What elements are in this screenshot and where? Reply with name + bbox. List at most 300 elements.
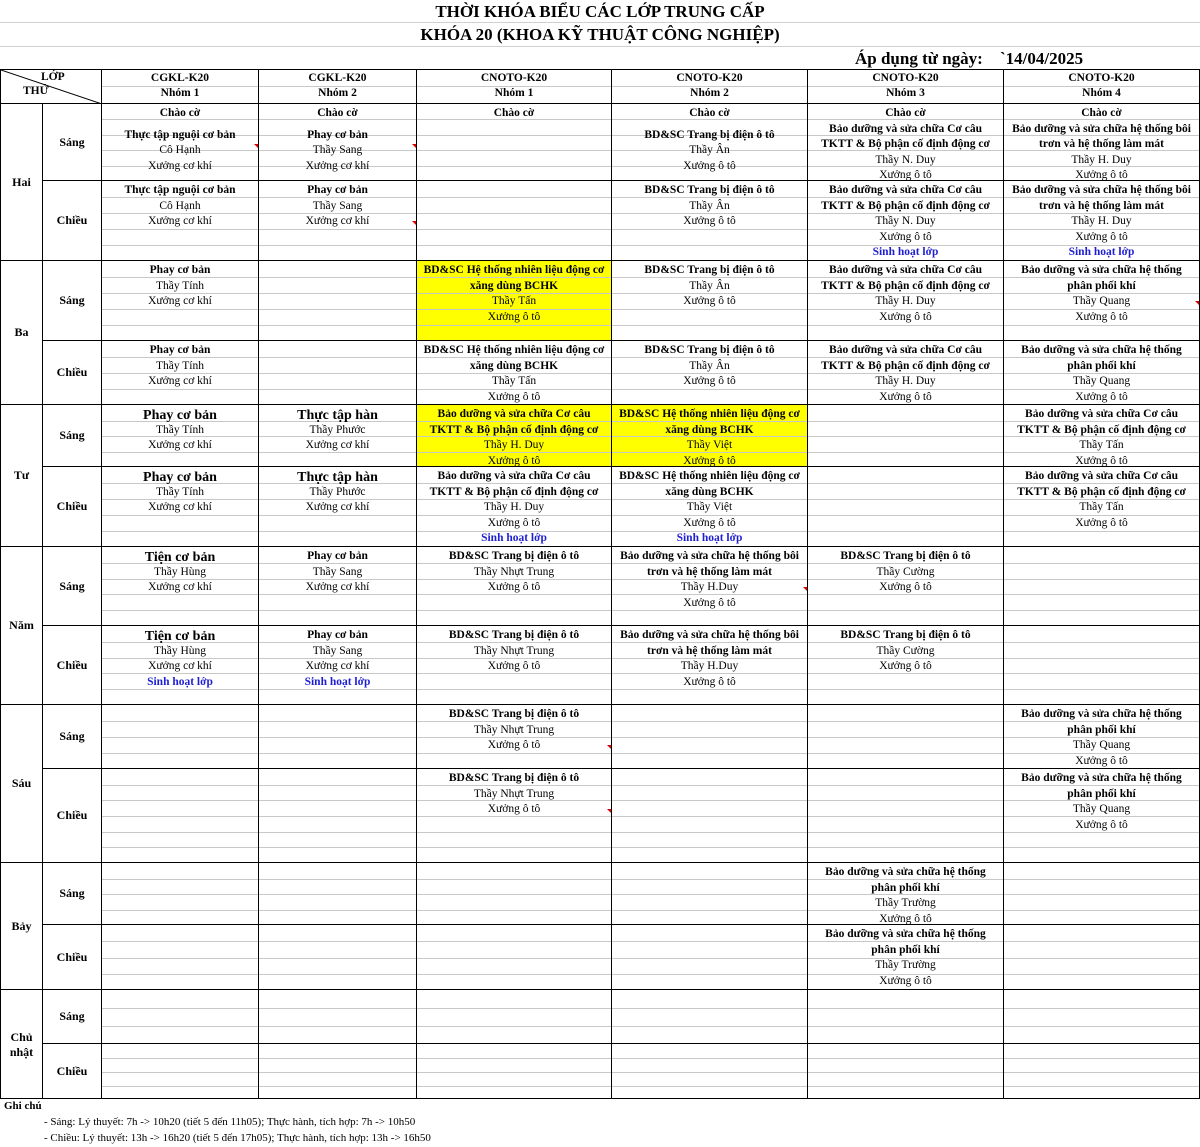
teacher-name: Thầy Ân — [689, 144, 730, 156]
subject-title: phân phối khí — [1067, 280, 1136, 292]
teacher-name: Thầy Nhựt Trung — [473, 645, 555, 657]
class-name: CNOTO-K20 — [1068, 72, 1135, 84]
notes-section — [0, 1099, 1200, 1147]
schedule-cell — [1003, 260, 1199, 340]
schedule-cell — [807, 1043, 1003, 1099]
page-subtitle: KHÓA 20 (KHOA KỸ THUẬT CÔNG NGHIỆP) — [420, 25, 780, 44]
subject-title: xăng dùng BCHK — [469, 280, 559, 292]
location-name: Xưởng ô tô — [487, 455, 541, 466]
schedule-cell — [611, 625, 807, 704]
teacher-name: Thầy Sang — [312, 645, 363, 657]
note-afternoon: - Chiều: Lý thuyết: 13h -> 16h20 (tiết 5 đến 17h05); Thực hành, tích hợp: 13h -> 16h50 — [44, 1132, 431, 1144]
subject-title: BD&SC Trang bị điện ô tô — [448, 708, 580, 720]
subject-title: Bảo dưỡng và sửa chữa hệ thống — [825, 866, 986, 878]
teacher-name: Thầy Nhựt Trung — [473, 724, 555, 736]
session-text: Chiều — [56, 808, 88, 822]
subject-title: phân phối khí — [871, 944, 940, 956]
session-text: Chiều — [56, 499, 88, 513]
location-name: Xưởng ô tô — [1075, 455, 1128, 466]
flag-ceremony: Chào cờ — [317, 107, 358, 119]
subject-title: Thực tập nguội cơ bản — [124, 129, 236, 141]
session-text: Sáng — [59, 578, 85, 593]
session-label — [42, 466, 101, 546]
session-text: Chiều — [56, 657, 88, 672]
day-text: Hai — [12, 174, 31, 189]
session-label — [42, 862, 101, 924]
teacher-name: Thầy H. Duy — [1071, 154, 1132, 166]
session-text: Sáng — [59, 134, 85, 149]
schedule-cell — [611, 180, 807, 260]
location-name: Xưởng cơ khí — [305, 160, 370, 172]
location-name: Xưởng cơ khí — [148, 581, 212, 593]
class-name: CNOTO-K20 — [676, 72, 743, 84]
teacher-name: Thầy Quang — [1072, 375, 1131, 387]
location-name: Xưởng ô tô — [879, 231, 932, 243]
schedule-cell — [416, 704, 611, 768]
session-label — [42, 546, 101, 625]
page-title: THỜI KHÓA BIỂU CÁC LỚP TRUNG CẤP — [435, 2, 765, 21]
schedule-cell — [807, 768, 1003, 862]
teacher-name: Thầy Tấn — [1079, 501, 1124, 513]
teacher-name: Thầy H. Duy — [1071, 215, 1132, 227]
schedule-cell — [258, 862, 416, 924]
schedule-cell — [416, 768, 611, 862]
session-label — [42, 260, 101, 340]
schedule-cell — [258, 924, 416, 989]
subject-title: trơn và hệ thống làm mát — [647, 645, 772, 657]
corner-diagonal — [1, 70, 101, 103]
teacher-name: Cô Hạnh — [159, 200, 201, 212]
subject-title: trơn và hệ thống làm mát — [1039, 138, 1164, 150]
subject-title: BD&SC Hệ thống nhiên liệu động cơ — [423, 344, 605, 356]
schedule-cell — [807, 862, 1003, 924]
day-text: Sáu — [11, 776, 32, 790]
schedule-cell — [258, 404, 416, 466]
teacher-name: Thầy H. Duy — [875, 375, 936, 387]
schedule-cell — [416, 924, 611, 989]
subject-title: Bảo dưỡng và sửa chữa hệ thống — [825, 928, 986, 940]
schedule-cell — [416, 625, 611, 704]
schedule-cell — [258, 180, 416, 260]
teacher-name: Thầy Ân — [689, 200, 730, 212]
subject-title: Bảo dưỡng và sửa chữa hệ thống — [1021, 708, 1182, 720]
schedule-cell — [258, 1043, 416, 1099]
subject-title: Bảo dưỡng và sửa chữa Cơ câu — [437, 470, 591, 482]
group-name: Nhóm 4 — [1082, 87, 1121, 99]
subject-title: TKTT & Bộ phận cố định động cơ — [821, 280, 990, 292]
location-name: Xưởng ô tô — [879, 581, 932, 593]
note-morning: - Sáng: Lý thuyết: 7h -> 10h20 (tiết 5 đến 11h05); Thực hành, tích hợp: 7h -> 10h50 — [44, 1116, 416, 1128]
subject-title: Bảo dưỡng và sửa chữa Cơ câu — [829, 123, 982, 135]
location-name: Xưởng ô tô — [683, 160, 736, 172]
subject-title: BD&SC Trang bị điện ô tô — [448, 629, 580, 641]
subject-title: BD&SC Hệ thống nhiên liệu động cơ — [619, 408, 800, 420]
subject-title: TKTT & Bộ phận cố định động cơ — [429, 486, 599, 498]
day-label — [0, 103, 42, 260]
teacher-name: Thầy Quang — [1072, 739, 1131, 751]
column-header — [416, 69, 611, 103]
teacher-name: Thầy H. Duy — [875, 295, 936, 307]
schedule-cell — [611, 862, 807, 924]
subject-title: Phay cơ bản — [143, 470, 217, 485]
schedule-cell — [101, 546, 258, 625]
schedule-cell — [807, 260, 1003, 340]
day-label — [0, 704, 42, 862]
group-name: Nhóm 1 — [494, 87, 534, 99]
subject-title: BD&SC Trang bị điện ô tô — [840, 550, 971, 562]
session-label — [42, 768, 101, 862]
location-name: Xưởng ô tô — [487, 660, 541, 672]
schedule-cell — [416, 103, 611, 180]
comment-marker-icon — [1195, 301, 1199, 305]
flag-ceremony: Chào cờ — [1081, 107, 1122, 119]
day-label — [0, 404, 42, 546]
session-text: Chiều — [56, 213, 88, 227]
schedule-cell — [611, 704, 807, 768]
subject-title: BD&SC Trang bị điện ô tô — [644, 344, 775, 356]
location-name: Xưởng cơ khí — [305, 215, 370, 227]
class-name: CGKL-K20 — [150, 72, 210, 84]
schedule-cell — [101, 180, 258, 260]
schedule-cell — [807, 989, 1003, 1043]
subject-title: BD&SC Trang bị điện ô tô — [644, 264, 775, 276]
day-label — [0, 989, 42, 1099]
subject-title: phân phối khí — [1067, 724, 1136, 736]
session-label — [42, 1043, 101, 1099]
location-name: Xưởng ô tô — [1075, 517, 1128, 529]
location-name: Xưởng ô tô — [879, 311, 932, 323]
teacher-name: Thầy Quang — [1072, 295, 1131, 307]
schedule-cell — [611, 466, 807, 546]
schedule-cell — [807, 625, 1003, 704]
location-name: Xưởng cơ khí — [148, 660, 212, 672]
column-header — [258, 69, 416, 103]
schedule-cell — [807, 180, 1003, 260]
teacher-name: Thầy Ân — [689, 360, 730, 372]
flag-ceremony: Chào cờ — [159, 107, 201, 119]
session-label — [42, 625, 101, 704]
location-name: Xưởng cơ khí — [148, 160, 212, 172]
location-name: Xưởng cơ khí — [148, 501, 212, 513]
teacher-name: Thầy H. Duy — [483, 501, 545, 513]
teacher-name: Thầy Trường — [875, 897, 936, 909]
lop-label: LỚP — [41, 71, 65, 83]
subject-title: Phay cơ bản — [149, 264, 211, 276]
schedule-cell — [416, 546, 611, 625]
class-meeting-note: Sinh hoạt lớp — [1068, 246, 1135, 258]
location-name: Xưởng ô tô — [487, 517, 541, 529]
subject-title: Phay cơ bản — [307, 129, 368, 141]
subject-title: TKTT & Bộ phận cố định động cơ — [821, 138, 990, 150]
subject-title: Thực tập hàn — [297, 470, 378, 485]
class-meeting-note: Sinh hoạt lớp — [304, 676, 371, 688]
schedule-cell — [101, 924, 258, 989]
subject-title: Bảo dưỡng và sửa chữa hệ thống bôi — [620, 550, 799, 562]
schedule-cell — [611, 546, 807, 625]
location-name: Xưởng ô tô — [683, 597, 736, 609]
day-text: Chủ nhật — [9, 1029, 34, 1059]
teacher-name: Thầy Nhựt Trung — [473, 566, 555, 578]
subject-title: trơn và hệ thống làm mát — [647, 566, 772, 578]
location-name: Xưởng ô tô — [1075, 231, 1128, 243]
session-label — [42, 180, 101, 260]
schedule-cell — [1003, 924, 1199, 989]
schedule-cell — [101, 340, 258, 404]
subject-title: Bảo dưỡng và sửa chữa Cơ câu — [1025, 408, 1178, 420]
location-name: Xưởng cơ khí — [148, 295, 212, 307]
class-meeting-note: Sinh hoạt lớp — [872, 246, 939, 258]
schedule-cell — [807, 466, 1003, 546]
session-label — [42, 340, 101, 404]
thu-label: THỨ — [23, 85, 49, 97]
location-name: Xưởng ô tô — [1075, 819, 1128, 831]
class-name: CGKL-K20 — [308, 72, 367, 84]
location-name: Xưởng ô tô — [1075, 169, 1128, 180]
teacher-name: Thầy Phước — [309, 424, 366, 436]
column-header — [807, 69, 1003, 103]
subject-title: BD&SC Trang bị điện ô tô — [840, 629, 971, 641]
schedule-cell — [258, 625, 416, 704]
teacher-name: Thầy Tính — [155, 360, 205, 372]
schedule-cell — [416, 260, 611, 340]
schedule-cell — [1003, 704, 1199, 768]
schedule-cell — [101, 625, 258, 704]
location-name: Xưởng ô tô — [683, 375, 736, 387]
subject-title: trơn và hệ thống làm mát — [1039, 200, 1164, 212]
notes-label: Ghi chú — [4, 1100, 42, 1112]
subject-title: BD&SC Trang bị điện ô tô — [448, 550, 580, 562]
schedule-cell — [416, 466, 611, 546]
location-name: Xưởng ô tô — [683, 455, 736, 466]
schedule-cell — [1003, 404, 1199, 466]
schedule-cell — [258, 260, 416, 340]
location-name: Xưởng cơ khí — [305, 439, 370, 451]
day-text: Tư — [13, 468, 30, 482]
subject-title: Phay cơ bản — [307, 184, 368, 196]
corner-header — [0, 69, 101, 103]
location-name: Xưởng ô tô — [879, 660, 932, 672]
subject-title: Bảo dưỡng và sửa chữa hệ thống bôi — [1012, 123, 1191, 135]
schedule-cell — [258, 989, 416, 1043]
subject-title: xăng dùng BCHK — [469, 360, 559, 372]
location-name: Xưởng ô tô — [683, 517, 736, 529]
location-name: Xưởng ô tô — [487, 311, 541, 323]
schedule-cell — [611, 260, 807, 340]
teacher-name: Thầy Trường — [875, 959, 936, 971]
location-name: Xưởng cơ khí — [148, 375, 212, 387]
subject-title: Phay cơ bản — [307, 629, 368, 641]
location-name: Xưởng ô tô — [683, 215, 736, 227]
location-name: Xưởng ô tô — [487, 739, 541, 751]
teacher-name: Thầy H.Duy — [680, 581, 739, 593]
session-label — [42, 924, 101, 989]
teacher-name: Thầy H. Duy — [483, 439, 545, 451]
schedule-cell — [1003, 1043, 1199, 1099]
day-label — [0, 546, 42, 704]
session-text: Sáng — [59, 886, 85, 900]
schedule-cell — [101, 989, 258, 1043]
flag-ceremony: Chào cờ — [493, 107, 535, 119]
schedule-cell — [611, 924, 807, 989]
class-meeting-note: Sinh hoạt lớp — [676, 532, 743, 544]
subject-title: xăng dùng BCHK — [665, 486, 754, 498]
class-name: CNOTO-K20 — [480, 72, 548, 84]
subject-title: Tiện cơ bản — [144, 629, 216, 644]
session-text: Sáng — [59, 293, 85, 307]
class-meeting-note: Sinh hoạt lớp — [147, 676, 213, 688]
session-text: Sáng — [59, 729, 85, 743]
subject-title: phân phối khí — [871, 882, 940, 894]
schedule-cell — [1003, 466, 1199, 546]
session-text: Chiều — [56, 1064, 88, 1078]
teacher-name: Thầy Phước — [309, 486, 366, 498]
schedule-cell — [258, 546, 416, 625]
teacher-name: Thầy Sang — [312, 566, 363, 578]
schedule-cell — [258, 704, 416, 768]
session-text: Sáng — [59, 428, 85, 442]
day-text: Bảy — [11, 918, 32, 933]
subject-title: BD&SC Hệ thống nhiên liệu động cơ — [619, 470, 800, 482]
teacher-name: Cô Hạnh — [159, 144, 201, 156]
schedule-cell — [258, 768, 416, 862]
teacher-name: Thầy H.Duy — [680, 660, 739, 672]
teacher-name: Thầy Nhựt Trung — [473, 788, 555, 800]
subject-title: TKTT & Bộ phận cố định động cơ — [1017, 424, 1186, 436]
day-label — [0, 862, 42, 989]
schedule-cell — [416, 862, 611, 924]
teacher-name: Thầy Tính — [155, 280, 205, 292]
location-name: Xưởng cơ khí — [305, 581, 370, 593]
flag-ceremony: Chào cờ — [885, 107, 926, 119]
subject-title: TKTT & Bộ phận cố định động cơ — [821, 360, 990, 372]
schedule-cell — [101, 704, 258, 768]
teacher-name: Thầy Cường — [876, 566, 935, 578]
subject-title: phân phối khí — [1067, 360, 1136, 372]
schedule-cell — [611, 1043, 807, 1099]
subject-title: TKTT & Bộ phận cố định động cơ — [1017, 486, 1186, 498]
schedule-cell — [258, 340, 416, 404]
schedule-cell — [1003, 625, 1199, 704]
class-name: CNOTO-K20 — [872, 72, 939, 84]
location-name: Xưởng ô tô — [879, 913, 932, 924]
session-text: Sáng — [59, 1009, 85, 1023]
teacher-name: Thầy Tấn — [1079, 439, 1124, 451]
location-name: Xưởng ô tô — [1075, 311, 1128, 323]
teacher-name: Thầy Sang — [312, 200, 363, 212]
session-label — [42, 404, 101, 466]
subject-title: Bảo dưỡng và sửa chữa Cơ câu — [829, 344, 982, 356]
subject-title: BD&SC Trang bị điện ô tô — [644, 129, 775, 141]
location-name: Xưởng ô tô — [487, 391, 541, 403]
session-label — [42, 989, 101, 1043]
group-name: Nhóm 3 — [886, 87, 925, 99]
schedule-cell — [101, 260, 258, 340]
subject-title: Bảo dưỡng và sửa chữa hệ thống — [1021, 264, 1182, 276]
schedule-cell — [101, 768, 258, 862]
schedule-cell — [416, 180, 611, 260]
location-name: Xưởng cơ khí — [305, 501, 370, 513]
location-name: Xưởng ô tô — [683, 295, 736, 307]
session-label — [42, 704, 101, 768]
location-name: Xưởng ô tô — [1075, 391, 1128, 403]
schedule-cell — [1003, 546, 1199, 625]
schedule-cell — [807, 340, 1003, 404]
day-text: Ba — [14, 325, 29, 339]
schedule-cell — [1003, 340, 1199, 404]
teacher-name: Thầy Sang — [312, 144, 363, 156]
subject-title: Bảo dưỡng và sửa chữa Cơ câu — [829, 264, 982, 276]
location-name: Xưởng cơ khí — [148, 439, 212, 451]
teacher-name: Thầy Việt — [686, 439, 733, 451]
schedule-cell — [807, 546, 1003, 625]
location-name: Xưởng ô tô — [1075, 755, 1128, 767]
session-text: Chiều — [56, 365, 88, 379]
apply-date-label: Áp dụng từ ngày: — [855, 49, 983, 68]
schedule-cell — [807, 924, 1003, 989]
session-text: Chiều — [56, 949, 88, 964]
schedule-cell — [101, 1043, 258, 1099]
teacher-name: Thầy N. Duy — [875, 215, 936, 227]
subject-title: BD&SC Trang bị điện ô tô — [644, 184, 775, 196]
location-name: Xưởng ô tô — [487, 803, 541, 815]
subject-title: TKTT & Bộ phận cố định động cơ — [821, 200, 990, 212]
schedule-cell — [611, 103, 807, 180]
subject-title: Thực tập nguội cơ bản — [124, 184, 236, 196]
schedule-cell — [258, 466, 416, 546]
schedule-cell — [807, 404, 1003, 466]
schedule-cell — [101, 466, 258, 546]
schedule-cell — [101, 103, 258, 180]
subject-title: Bảo dưỡng và sửa chữa hệ thống — [1021, 344, 1182, 356]
subject-title: xăng dùng BCHK — [665, 424, 754, 436]
location-name: Xưởng cơ khí — [305, 660, 370, 672]
group-name: Nhóm 2 — [690, 87, 729, 99]
flag-ceremony: Chào cờ — [689, 107, 730, 119]
schedule-cell — [611, 768, 807, 862]
schedule-cell — [1003, 989, 1199, 1043]
subject-title: Bảo dưỡng và sửa chữa hệ thống — [1021, 772, 1182, 784]
teacher-name: Thầy Quang — [1072, 803, 1131, 815]
session-label — [42, 103, 101, 180]
subject-title: Bảo dưỡng và sửa chữa hệ thống bôi — [620, 629, 799, 641]
subject-title: Phay cơ bản — [307, 550, 368, 562]
column-header — [1003, 69, 1199, 103]
teacher-name: Thầy Hùng — [153, 566, 207, 578]
subject-title: Phay cơ bản — [143, 408, 217, 423]
group-name: Nhóm 1 — [160, 87, 200, 99]
location-name: Xưởng ô tô — [879, 391, 932, 403]
subject-title: Phay cơ bản — [149, 344, 211, 356]
schedule-cell — [611, 404, 807, 466]
day-text: Năm — [9, 618, 34, 632]
schedule-cell — [611, 340, 807, 404]
teacher-name: Thầy Tấn — [491, 295, 537, 307]
location-name: Xưởng ô tô — [683, 676, 736, 688]
location-name: Xưởng ô tô — [879, 975, 932, 987]
column-header — [101, 69, 258, 103]
schedule-cell — [258, 103, 416, 180]
location-name: Xưởng cơ khí — [148, 215, 212, 227]
schedule-cell — [1003, 103, 1199, 180]
schedule-cell — [416, 1043, 611, 1099]
teacher-name: Thầy N. Duy — [875, 154, 936, 166]
apply-date-value: `14/04/2025 — [1000, 49, 1084, 68]
teacher-name: Thầy Việt — [686, 501, 733, 513]
teacher-name: Thầy Cường — [876, 645, 935, 657]
schedule-cell — [101, 404, 258, 466]
schedule-cell — [416, 340, 611, 404]
subject-title: Bảo dưỡng và sửa chữa Cơ câu — [1025, 470, 1178, 482]
